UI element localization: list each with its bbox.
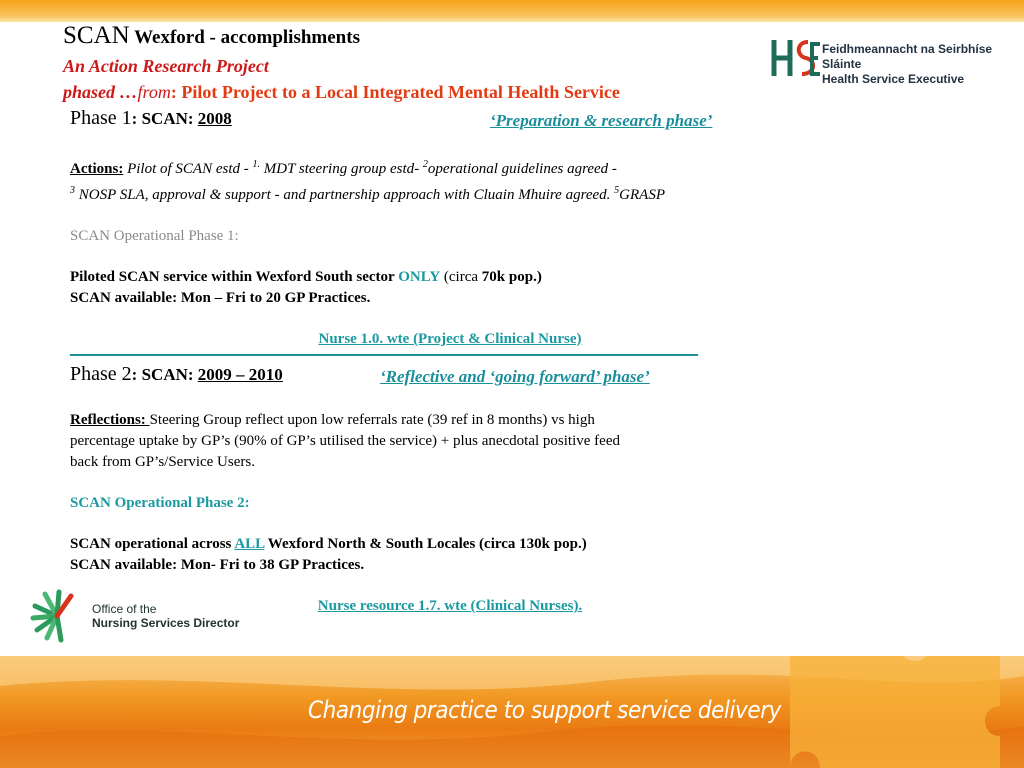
phase-2-tag: ‘Reflective and ‘going forward’ phase’ — [380, 367, 650, 386]
subtitle-phased: phased …from: Pilot Project to a Local Integrated Mental Health Service — [63, 82, 620, 102]
phase-2-reflections-line2: percentage uptake by GP’s (90% of GP’s utilised the service) + plus anecdotal positive feed — [70, 433, 620, 449]
bottom-banner — [0, 656, 1024, 768]
phase-1-piloted: Piloted SCAN service within Wexford South sector ONLY (circa 70k pop.) — [70, 269, 542, 285]
phase-2-reflections-line3: back from GP’s/Service Users. — [70, 454, 255, 470]
phase-2-operational-heading: SCAN Operational Phase 2: — [70, 495, 250, 511]
phase-divider — [70, 354, 698, 356]
phase-1-tag: ‘Preparation & research phase’ — [490, 111, 713, 130]
phase-1-nurse: Nurse 1.0. wte (Project & Clinical Nurse) — [318, 331, 582, 347]
top-orange-bar — [0, 0, 1024, 22]
hse-logo-text: Feidhmeannacht na Seirbhíse Sláinte Health Service Executive — [822, 42, 993, 86]
phase-1-available: SCAN available: Mon – Fri to 20 GP Practices. — [70, 290, 371, 306]
phase-1-heading: Phase 1: SCAN: 2008 ‘Preparation & research phase’ — [70, 107, 713, 130]
banner-tagline: Changing practice to support service delivery — [308, 696, 781, 724]
phase-1-actions-line2: $^3$ NOSP SLA, approval & support - and partnership approach with Cluain Mhuire agreed. $^5$GRASP — [70, 185, 665, 203]
phase-1-operational-heading: SCAN Operational Phase 1: — [70, 228, 239, 244]
slide-title: SCAN Wexford - accomplishments — [63, 22, 360, 49]
subtitle-action-research: An Action Research Project — [63, 56, 269, 76]
nursing-services-logo-text: Office of the Nursing Services Director — [92, 602, 240, 630]
phase-2-available: SCAN available: Mon- Fri to 38 GP Practices. — [70, 557, 365, 573]
phase-2-nurse: Nurse resource 1.7. wte (Clinical Nurses). — [317, 598, 583, 614]
phase-2-operational: SCAN operational across ALL Wexford North & South Locales (circa 130k pop.) — [70, 536, 587, 552]
phase-2-heading: Phase 2: SCAN: 2009 – 2010 ‘Reflective and ‘going forward’ phase’ — [70, 363, 650, 386]
main-content — [70, 108, 770, 617]
phase-1-actions-line1: Actions: Pilot of SCAN estd - $^{1.}$ MDT steering group estd- $^2$operational guidelines agreed - — [70, 159, 617, 177]
phase-2-reflections-line1: Reflections: Steering Group reflect upon low referrals rate (39 ref in 8 months) vs high — [70, 412, 595, 428]
